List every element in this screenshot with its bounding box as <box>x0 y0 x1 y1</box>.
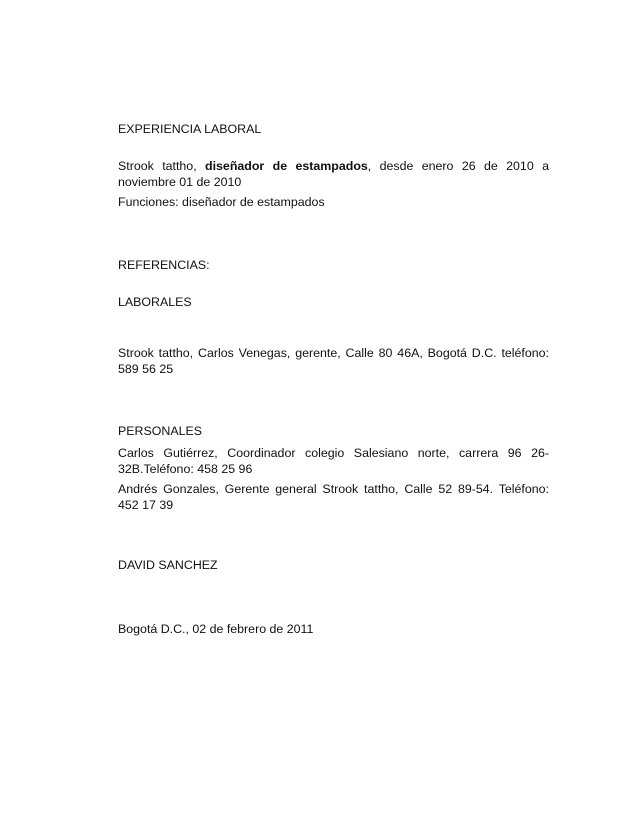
experience-role: diseñador de estampados <box>205 159 368 173</box>
place-date: Bogotá D.C., 02 de febrero de 2011 <box>118 622 314 636</box>
experience-functions: Funciones: diseñador de estampados <box>118 195 325 209</box>
references-personales-heading: PERSONALES <box>118 424 203 438</box>
references-personales-entry-1: Carlos Gutiérrez, Coordinador colegio Salesiano norte, carrera 96 26-32B.Teléfono: 458 25 96 <box>118 446 549 476</box>
experience-entry <box>118 158 549 190</box>
signature-name: DAVID SANCHEZ <box>118 558 218 572</box>
experience-dates: , desde enero 26 de 2010 a noviembre 01 de 2010 <box>118 159 549 189</box>
references-laborales-entry: Strook tattho, Carlos Venegas, gerente, Calle 80 46A, Bogotá D.C. teléfono: 589 56 25 <box>118 346 549 376</box>
references-heading: REFERENCIAS: <box>118 258 210 272</box>
references-personales-entry-2: Andrés Gonzales, Gerente general Strook tattho, Calle 52 89-54. Teléfono: 452 17 39 <box>118 482 549 512</box>
experience-company: Strook tattho, <box>118 159 206 173</box>
experience-heading: EXPERIENCIA LABORAL <box>118 122 262 136</box>
references-laborales-heading: LABORALES <box>118 295 192 309</box>
